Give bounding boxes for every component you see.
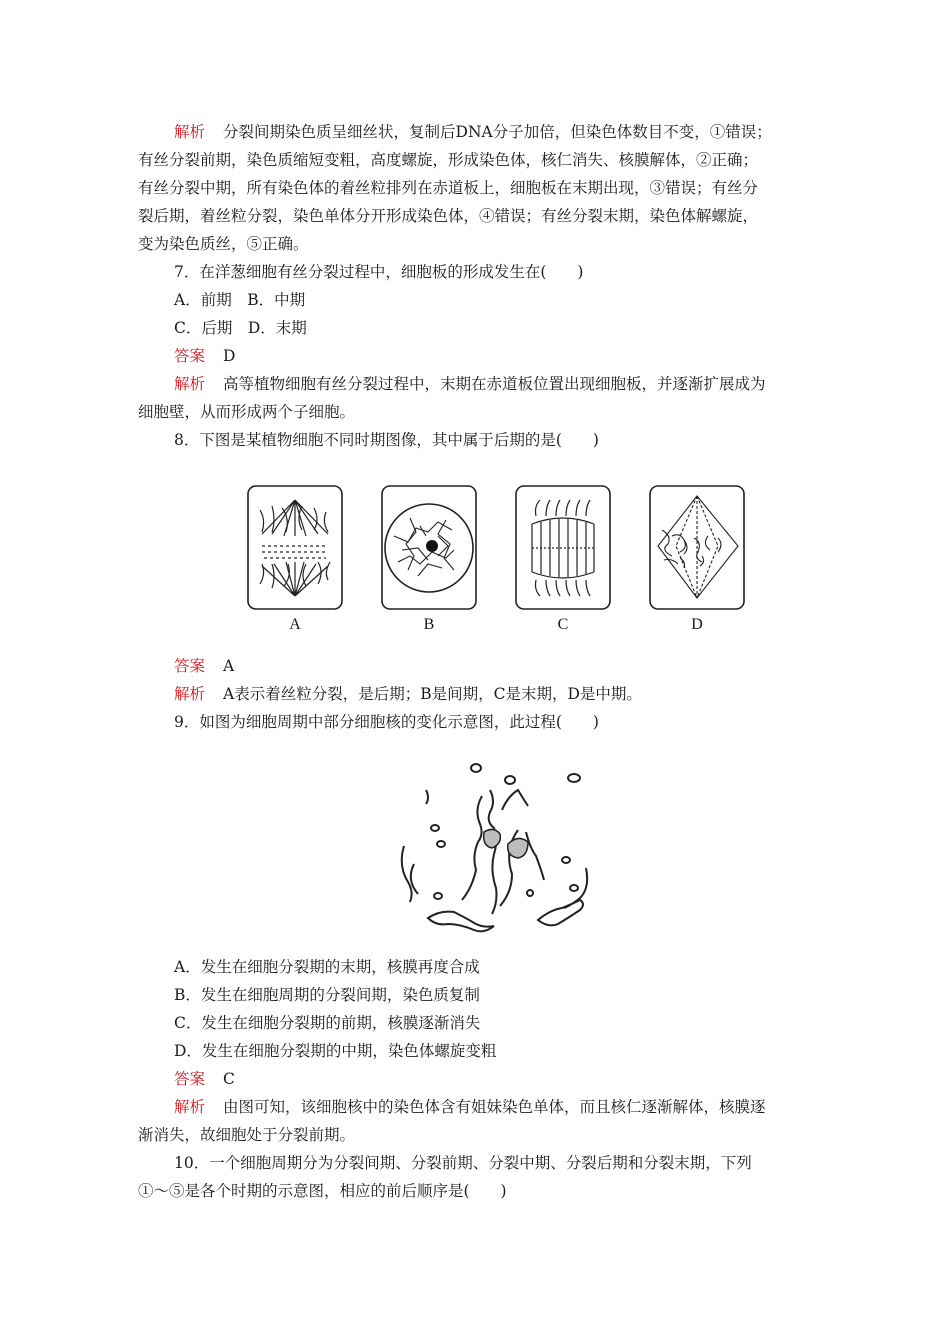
q7-answer-label: 答案 [174,347,206,365]
q7-answer [138,342,814,370]
q9-answer-value: C [223,1070,235,1088]
q8-answer-value: A [223,657,235,675]
q8-answer [138,652,814,680]
q6-analysis-line-2: 有丝分裂前期，染色质缩短变粗，高度螺旋，形成染色体，核仁消失、核膜解体，②正确； [138,151,759,169]
q9-option-b: B．发生在细胞周期的分裂间期，染色质复制 [174,986,480,1004]
q10-stem-line-2: ①～⑤是各个时期的示意图，相应的前后顺序是( ) [138,1182,507,1200]
q6-analysis-line-5: 变为染色质丝，⑤正确。 [138,235,309,253]
q9-option-d: D．发生在细胞分裂期的中期，染色体螺旋变粗 [174,1042,497,1060]
q8-analysis: 解析 A表示着丝粒分裂，是后期；B是间期，C是末期，D是中期。 [174,685,642,703]
q6-analysis-line-1: 解析 分裂间期染色质呈细丝状，复制后DNA分子加倍，但染色体数目不变，①错误； [174,123,772,141]
q7-analysis-line-2: 细胞壁，从而形成两个子细胞。 [138,403,356,421]
q6-analysis-label: 解析 [174,123,206,141]
q8-answer-label: 答案 [174,657,206,675]
q6-analysis-line-3: 有丝分裂中期，所有染色体的着丝粒排列在赤道板上，细胞板在末期出现，③错误；有丝分 [138,179,759,197]
q9-answer [138,1065,814,1093]
q8-figure-cell-phases [232,466,752,652]
q9-answer-label: 答案 [174,1070,206,1088]
q9-figure-svg [378,748,608,953]
q9-analysis-line-2: 渐消失，故细胞处于分裂前期。 [138,1126,356,1144]
q9-analysis-label: 解析 [174,1098,206,1116]
q8-stem: 8．下图是某植物细胞不同时期图像，其中属于后期的是( ) [174,431,599,449]
q9-analysis-line-1: 解析 由图可知，该细胞核中的染色体含有姐妹染色单体，而且核仁逐渐解体，核膜逐 [174,1098,766,1116]
q7-analysis-label: 解析 [174,375,206,393]
q7-analysis-line-1: 解析 高等植物细胞有丝分裂过程中，末期在赤道板位置出现细胞板，并逐渐扩展成为 [174,375,766,393]
q8-figure-label-a: A [289,616,301,633]
q8-figure-label-c: C [557,616,569,633]
q7-answer-value: D [223,347,236,365]
q8-figure-svg [232,466,752,616]
q7-options-row-2: C．后期 D．末期 [174,319,307,337]
q8-figure-label-d: D [691,616,703,633]
q9-option-a: A．发生在细胞分裂期的末期，核膜再度合成 [174,958,480,976]
q8-analysis-label: 解析 [174,685,206,703]
q8-figure-label-b: B [423,616,435,633]
q7-options-row-1: A．前期 B．中期 [174,291,306,309]
q10-stem-line-1: 10．一个细胞周期分为分裂间期、分裂前期、分裂中期、分裂后期和分裂末期，下列 [174,1154,752,1172]
q7-stem: 7．在洋葱细胞有丝分裂过程中，细胞板的形成发生在( ) [174,263,584,281]
document-page [138,118,814,1205]
q9-figure-nucleus [378,748,608,953]
q9-stem: 9．如图为细胞周期中部分细胞核的变化示意图，此过程( ) [174,713,599,731]
q6-analysis-line-4: 裂后期，着丝粒分裂，染色单体分开形成染色体，④错误；有丝分裂末期，染色体解螺旋， [138,207,759,225]
q9-option-c: C．发生在细胞分裂期的前期，核膜逐渐消失 [174,1014,481,1032]
